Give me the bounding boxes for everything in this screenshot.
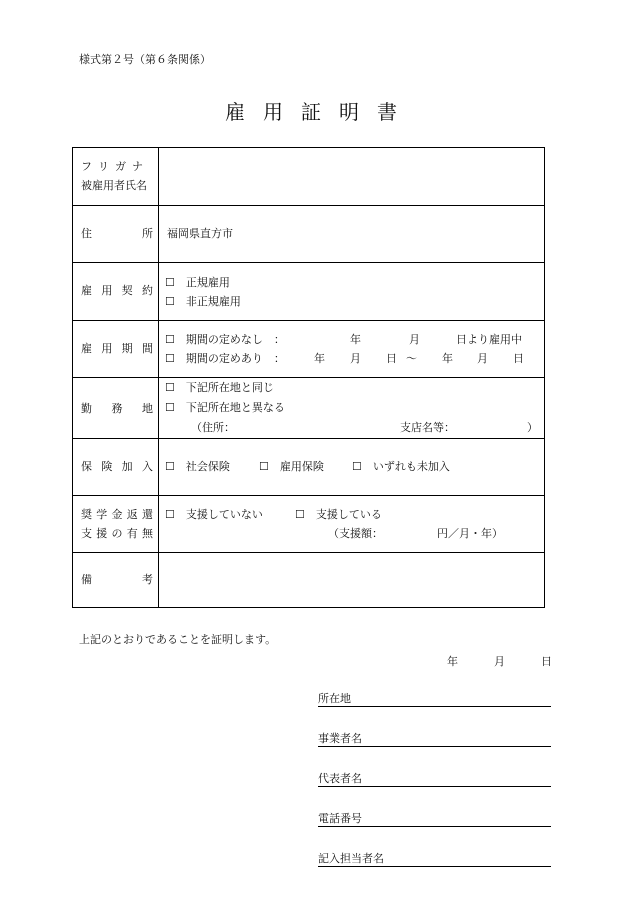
workplace-options (159, 378, 544, 438)
insurance-header (73, 439, 159, 495)
workplace-row (73, 377, 544, 438)
employee-name-label: 被雇用者氏名 (81, 179, 147, 192)
period-label: 雇 用 期 間 (81, 342, 153, 355)
period-indefinite-year: 年 (350, 333, 361, 346)
insurance-options (159, 439, 544, 495)
location-label: 所在地 (318, 692, 351, 705)
contract-options (159, 263, 544, 320)
address-value: 福岡県直方市 (167, 227, 233, 240)
period-row (73, 320, 544, 377)
date-year: 年 (447, 655, 458, 668)
employee-name-field[interactable] (159, 148, 544, 205)
insurance-social-checkbox[interactable]: ☐ 社会保険 (165, 460, 230, 473)
period-fixed-start-day: 日 (386, 352, 397, 365)
date-day: 日 (541, 655, 552, 668)
address-header (73, 206, 159, 262)
address-label: 住 所 (81, 227, 153, 240)
period-header (73, 321, 159, 377)
scholarship-amount-label: （支援額： (328, 527, 383, 540)
phone-field[interactable] (318, 810, 551, 827)
date-month: 月 (494, 655, 505, 668)
contract-row (73, 262, 544, 320)
insurance-row (73, 438, 544, 495)
person-in-charge-field[interactable] (318, 850, 551, 867)
scholarship-yes-checkbox[interactable]: ☐ 支援している (295, 508, 382, 521)
workplace-label: 勤 務 地 (81, 402, 153, 415)
period-fixed-tilde: 〜 (406, 352, 417, 365)
workplace-different-checkbox[interactable]: ☐ 下記所在地と異なる (165, 401, 285, 414)
address-field[interactable] (159, 206, 544, 262)
person-in-charge-label: 記入担当者名 (318, 852, 384, 865)
period-fixed-checkbox[interactable]: ☐ 期間の定めあり ： (165, 352, 285, 365)
name-header (73, 148, 159, 205)
contract-nonregular-checkbox[interactable]: ☐ 非正規雇用 (165, 295, 241, 308)
period-fixed-end-year: 年 (442, 352, 453, 365)
contract-header (73, 263, 159, 320)
form-number: 様式第２号（第６条関係） (79, 53, 211, 66)
insurance-none-checkbox[interactable]: ☐ いずれも未加入 (352, 460, 450, 473)
business-name-field[interactable] (318, 730, 551, 747)
remarks-field[interactable] (159, 553, 544, 607)
business-name-label: 事業者名 (318, 732, 362, 745)
scholarship-no-checkbox[interactable]: ☐ 支援していない (165, 508, 263, 521)
address-row (73, 205, 544, 262)
scholarship-amount-unit: 円／月・年） (437, 527, 503, 540)
workplace-header (73, 378, 159, 438)
certification-statement: 上記のとおりであることを証明します。 (79, 633, 277, 646)
scholarship-label-line2: 支 援 の 有 無 (81, 527, 153, 540)
document-title: 雇用証明書 (225, 100, 415, 124)
period-options (159, 321, 544, 377)
remarks-header (73, 553, 159, 607)
remarks-row (73, 552, 544, 607)
period-fixed-start-year: 年 (314, 352, 325, 365)
location-field[interactable] (318, 690, 551, 707)
contract-label: 雇 用 契 約 (81, 284, 153, 297)
period-indefinite-month: 月 (409, 333, 420, 346)
scholarship-options (159, 496, 544, 552)
scholarship-header (73, 496, 159, 552)
contract-regular-checkbox[interactable]: ☐ 正規雇用 (165, 276, 230, 289)
representative-field[interactable] (318, 770, 551, 787)
scholarship-row (73, 495, 544, 552)
workplace-address-label: （住所： (191, 421, 235, 434)
insurance-employment-checkbox[interactable]: ☐ 雇用保険 (259, 460, 324, 473)
name-row (73, 148, 544, 205)
scholarship-label-line1: 奨 学 金 返 還 (81, 508, 153, 521)
furigana-label: フ リ ガ ナ (81, 160, 143, 173)
remarks-label: 備 考 (81, 573, 153, 586)
period-fixed-end-day: 日 (513, 352, 524, 365)
period-fixed-start-month: 月 (350, 352, 361, 365)
period-indefinite-tail: 日より雇用中 (456, 333, 522, 346)
workplace-same-checkbox[interactable]: ☐ 下記所在地と同じ (165, 381, 274, 394)
representative-label: 代表者名 (318, 772, 362, 785)
insurance-label: 保 険 加 入 (81, 460, 153, 473)
workplace-branch-label: 支店名等： (400, 421, 455, 434)
period-indefinite-checkbox[interactable]: ☐ 期間の定めなし ： (165, 333, 285, 346)
workplace-close-paren: ） (527, 421, 538, 434)
phone-label: 電話番号 (318, 812, 362, 825)
period-fixed-end-month: 月 (477, 352, 488, 365)
certificate-table (72, 147, 545, 608)
